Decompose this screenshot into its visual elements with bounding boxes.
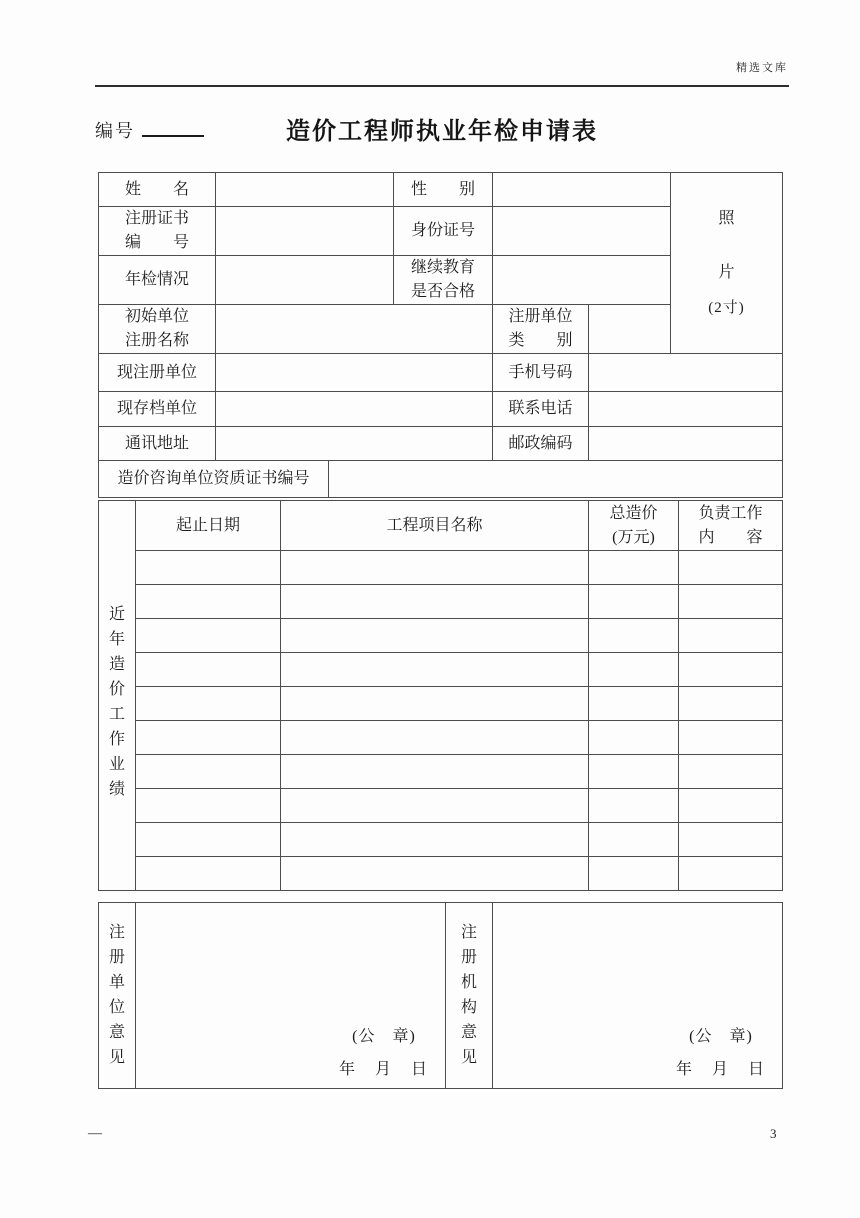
work-cost-cell [589,789,679,823]
work-project-cell [281,619,589,653]
postcode-label: 邮政编码 [493,427,589,461]
cont-edu-value-cell [493,256,671,305]
agency-opinion-char: 册 [460,949,477,966]
watermark-text: 精选文库 [736,62,788,74]
cert-no-label-line1: 注册证书 [124,210,189,227]
work-duty-cell [679,857,783,891]
work-duty-cell [679,619,783,653]
id-no-value-cell [493,207,671,256]
work-duty-cell [679,755,783,789]
unit-opinion-char: 注 [108,924,125,941]
mobile-label: 手机号码 [493,354,589,392]
work-date-cell [136,687,281,721]
mobile-value-cell [589,354,783,392]
archive-unit-value-cell [216,392,493,427]
work-row [99,687,783,721]
address-label: 通讯地址 [99,427,216,461]
work-project-cell [281,789,589,823]
works-label-char: 造 [108,656,125,673]
page-number: 3 [770,1126,777,1141]
unit-opinion-char: 位 [108,999,125,1016]
work-date-cell [136,857,281,891]
unit-opinion-char: 册 [108,949,125,966]
work-cost-cell [589,721,679,755]
works-label-char: 近 [108,606,125,623]
name-value-cell [216,173,394,207]
work-date-cell [136,585,281,619]
work-date-cell [136,653,281,687]
work-date-cell [136,619,281,653]
work-date-cell [136,789,281,823]
agency-opinion-char: 构 [460,999,477,1016]
work-project-cell [281,823,589,857]
reg-unit-type-label [493,305,589,354]
works-label-char: 年 [108,631,125,648]
work-cost-cell [589,823,679,857]
cert-no-label-line2: 编 号 [124,234,189,251]
work-row [99,823,783,857]
work-duty-cell [679,721,783,755]
work-cost-cell [589,857,679,891]
work-cost-cell [589,653,679,687]
agency-opinion-char: 注 [460,924,477,941]
photo-label-line1: 照 [718,209,735,227]
phone-value-cell [589,392,783,427]
work-duty-cell [679,551,783,585]
col-header-cost [589,501,679,551]
work-duty-cell [679,585,783,619]
col-header-duty-line2: 内 容 [698,528,763,546]
col-header-cost-line1: 总造价 [609,504,658,522]
current-unit-value-cell [216,354,493,392]
initial-unit-label [99,305,216,354]
works-label-char: 绩 [108,781,125,798]
work-row [99,755,783,789]
header-rule [95,85,789,87]
annual-check-label: 年检情况 [99,256,216,305]
work-project-cell [281,755,589,789]
work-date-cell [136,823,281,857]
reg-unit-type-label-line1: 注册单位 [508,308,573,325]
work-project-cell [281,721,589,755]
agency-opinion-char: 意 [460,1024,477,1041]
works-label-char: 作 [108,731,125,748]
unit-opinion-char: 单 [108,974,125,991]
agency-date-label: 年 月 日 [675,1061,766,1078]
photo-size-label: (2寸) [708,299,745,316]
phone-label: 联系电话 [493,392,589,427]
photo-label-line2: 片 [718,263,735,281]
work-duty-cell [679,823,783,857]
photo-box [671,173,783,354]
annual-check-value-cell [216,256,394,305]
agency-seal-label: (公 章) [689,1028,753,1045]
works-label-char: 工 [108,706,125,723]
agency-opinion-stamp-block [676,1029,766,1078]
work-cost-cell [589,585,679,619]
work-cost-cell [589,551,679,585]
agency-opinion-char: 见 [460,1049,477,1066]
agency-opinion-area [493,903,783,1089]
address-value-cell [216,427,493,461]
work-row [99,551,783,585]
work-cost-cell [589,755,679,789]
cont-edu-label-line2: 是否合格 [410,283,475,300]
title-row [95,112,789,146]
work-row [99,721,783,755]
current-unit-label: 现注册单位 [99,354,216,392]
work-project-cell [281,857,589,891]
work-row [99,789,783,823]
unit-opinion-char: 见 [108,1049,125,1066]
work-duty-cell [679,653,783,687]
col-header-duty-line1: 负责工作 [698,504,763,522]
agency-opinion-char: 机 [460,974,477,991]
cont-edu-label [394,256,493,305]
works-label-char: 价 [108,681,125,698]
work-row [99,653,783,687]
reg-unit-type-label-line2: 类 别 [508,332,573,349]
serial-label-text: 编号 [95,121,135,141]
works-table [98,500,783,891]
reg-unit-type-value-cell [589,305,671,354]
work-row [99,585,783,619]
initial-unit-label-line2: 注册名称 [124,332,189,349]
unit-seal-label: (公 章) [352,1028,416,1045]
footer-dash: — [88,1126,102,1141]
agency-opinion-label [446,903,493,1089]
work-duty-cell [679,789,783,823]
work-project-cell [281,653,589,687]
work-duty-cell [679,687,783,721]
page-title: 造价工程师执业年检申请表 [286,119,598,145]
id-no-label: 身份证号 [394,207,493,256]
qualification-cert-label: 造价咨询单位资质证书编号 [99,461,329,498]
work-project-cell [281,551,589,585]
work-project-cell [281,585,589,619]
works-label-char: 业 [108,756,125,773]
work-cost-cell [589,687,679,721]
unit-opinion-char: 意 [108,1024,125,1041]
work-project-cell [281,687,589,721]
work-date-cell [136,755,281,789]
initial-unit-label-line1: 初始单位 [124,308,189,325]
work-row [99,857,783,891]
col-header-cost-line2: (万元) [612,528,655,546]
unit-opinion-area [136,903,446,1089]
personal-info-table [98,172,783,498]
unit-opinion-label [99,903,136,1089]
work-date-cell [136,721,281,755]
work-date-cell [136,551,281,585]
opinions-table [98,902,783,1089]
cert-no-label [99,207,216,256]
name-label: 姓 名 [99,173,216,207]
col-header-duty [679,501,783,551]
work-cost-cell [589,619,679,653]
qualification-cert-value-cell [329,461,783,498]
cont-edu-label-line1: 继续教育 [410,259,475,276]
unit-date-label: 年 月 日 [338,1061,429,1078]
work-row [99,619,783,653]
gender-value-cell [493,173,671,207]
initial-unit-value-cell [216,305,493,354]
col-header-date: 起止日期 [136,501,281,551]
archive-unit-label: 现存档单位 [99,392,216,427]
cert-no-value-cell [216,207,394,256]
unit-opinion-stamp-block [339,1029,429,1078]
gender-label: 性 别 [394,173,493,207]
works-section-label [99,501,136,891]
postcode-value-cell [589,427,783,461]
col-header-project: 工程项目名称 [281,501,589,551]
